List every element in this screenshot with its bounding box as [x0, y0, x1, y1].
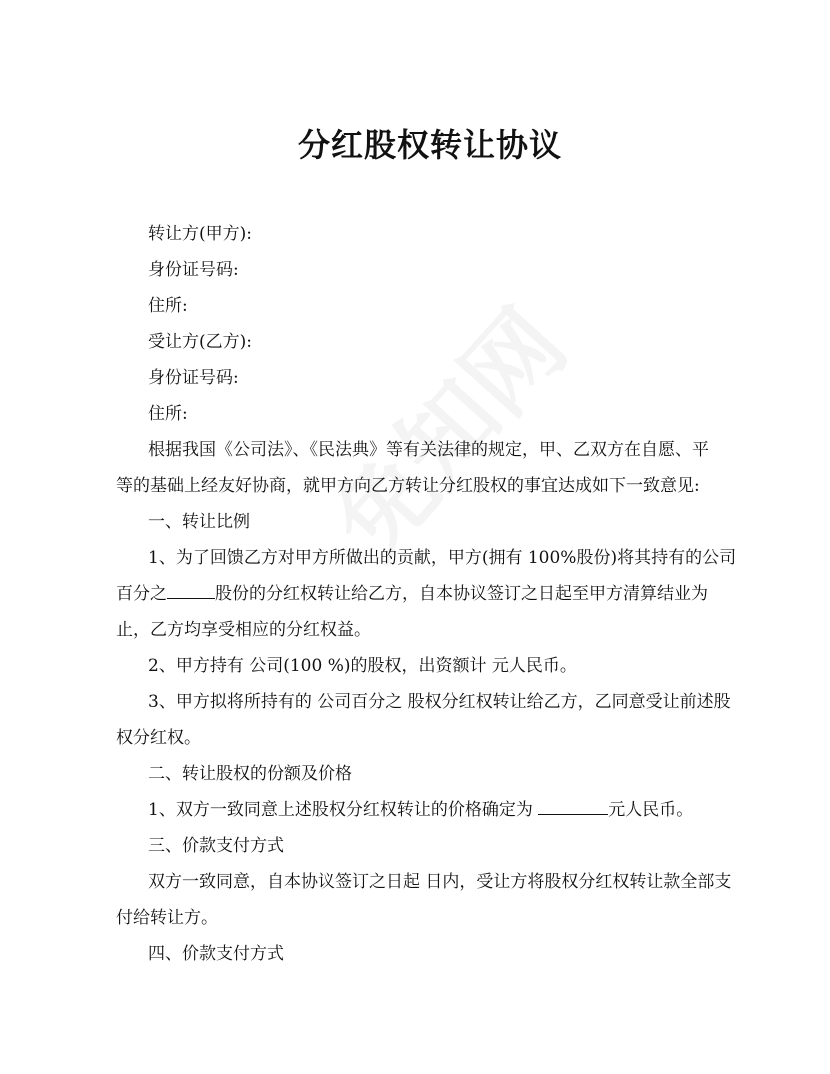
transferor-id-field: 身份证号码: — [148, 260, 239, 280]
transferee-address-field: 住所: — [148, 404, 188, 424]
intro-line-2: 等的基础上经友好协商，就甲方向乙方转让分红股权的事宜达成如下一致意见: — [116, 476, 700, 496]
price-blank — [538, 796, 608, 815]
section-1-heading: 一、转让比例 — [148, 512, 250, 532]
document-title: 分红股权转让协议 — [297, 126, 562, 164]
document-body — [116, 216, 737, 972]
section-3-text-line-2: 付给转让方。 — [116, 908, 218, 928]
section-3-text-line-1: 双方一致同意，自本协议签订之日起 日内，受让方将股权分红权转让款全部支 — [148, 872, 732, 892]
section-1-clause-1-line-2 — [116, 576, 720, 612]
section-1-clause-3-line-1: 3、甲方拟将所持有的 公司百分之 股权分红权转让给乙方，乙同意受让前述股 — [148, 692, 731, 712]
section-1-clause-1-line-1: 1、为了回馈乙方对甲方所做出的贡献，甲方(拥有 100%股份)将其持有的公司 — [148, 548, 737, 568]
clause-text: 元人民币。 — [608, 800, 694, 820]
clause-text: 股份的分红权转让给乙方，自本协议签订之日起至甲方清算结业为 — [215, 584, 708, 604]
section-2-clause-1 — [116, 792, 720, 828]
section-1-clause-1-line-3: 止，乙方均享受相应的分红权益。 — [116, 620, 371, 640]
transferor-field: 转让方(甲方): — [148, 224, 252, 244]
transferor-address-field: 住所: — [148, 296, 188, 316]
transferee-field: 受让方(乙方): — [148, 332, 252, 352]
clause-text: 1、双方一致同意上述股权分红权转让的价格确定为 — [148, 800, 533, 820]
section-1-clause-3-line-2: 权分红权。 — [116, 728, 201, 748]
intro-line-1: 根据我国《公司法》、《民法典》等有关法律的规定，甲、乙双方在自愿、平 — [148, 440, 709, 460]
section-3-heading: 三、价款支付方式 — [148, 836, 284, 856]
section-2-heading: 二、转让股权的份额及价格 — [148, 764, 352, 784]
transferee-id-field: 身份证号码: — [148, 368, 239, 388]
section-4-heading: 四、价款支付方式 — [148, 944, 284, 964]
section-1-clause-2: 2、甲方持有 公司(100 %)的股权，出资额计 元人民币。 — [148, 656, 577, 676]
clause-text: 百分之 — [116, 584, 167, 604]
percentage-blank — [167, 580, 215, 599]
